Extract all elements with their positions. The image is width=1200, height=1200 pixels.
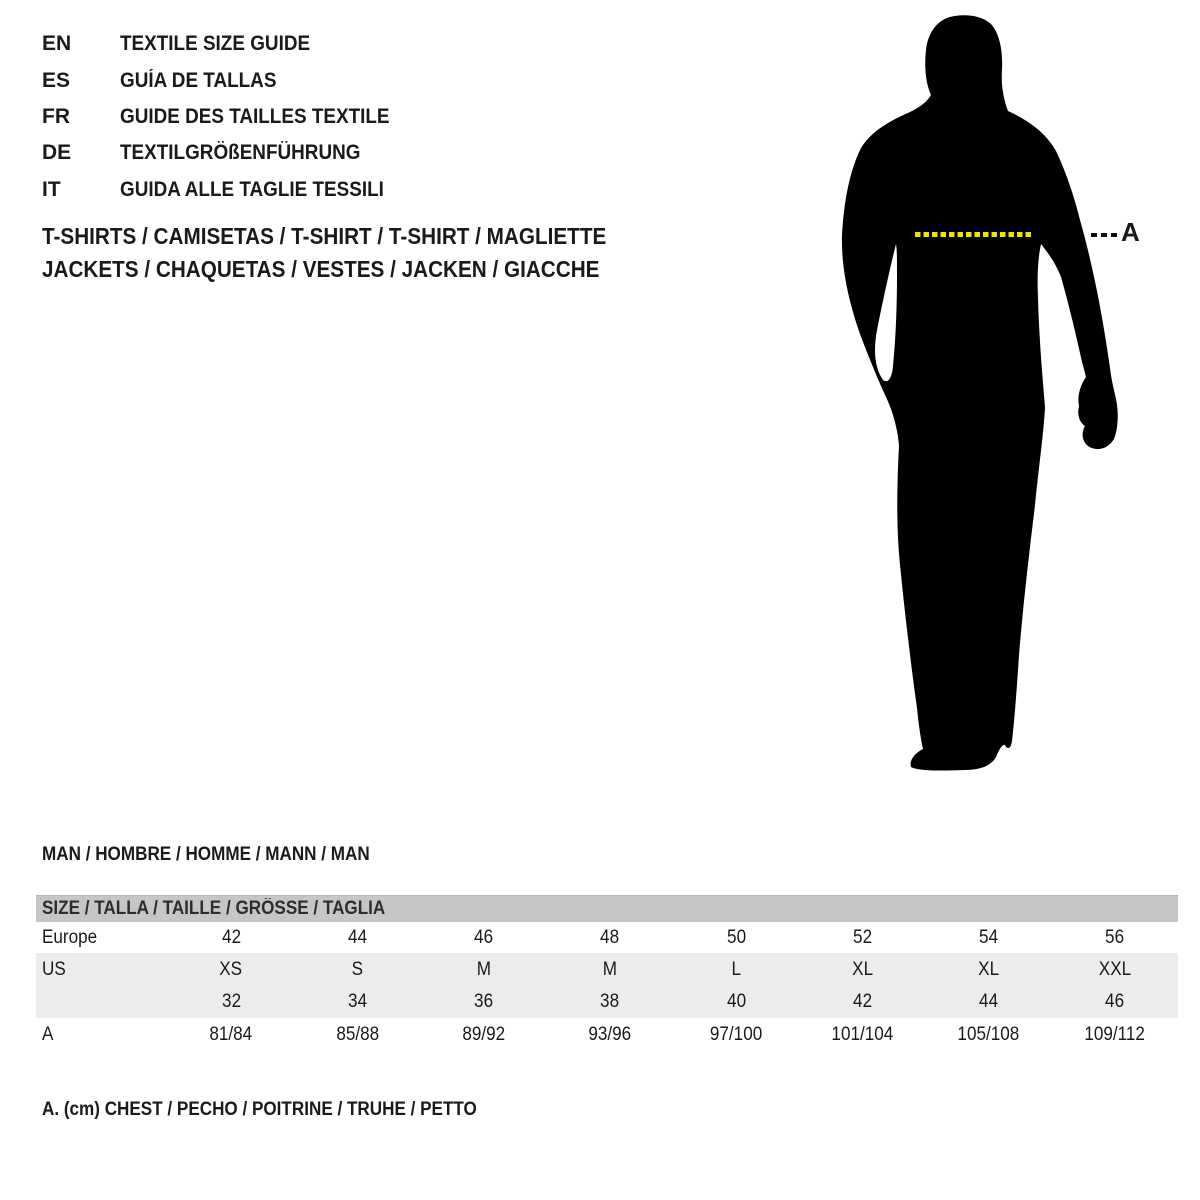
table-cell: M [602,958,617,980]
size-table-header: SIZE / TALLA / TAILLE / GRÖSSE / TAGLIA [36,895,1178,922]
table-cell: 48 [600,926,620,948]
table-cell: XS [219,958,243,980]
row-label: Europe [42,926,98,948]
lang-title: GUÍA DE TALLAS [120,68,277,92]
table-cell: S [351,958,364,980]
table-cell: 40 [726,991,746,1012]
man-silhouette-icon [820,0,1200,800]
table-cell: 46 [474,926,494,948]
table-row-chest-a [36,1018,1178,1052]
lang-code: FR [42,104,70,128]
table-row-europe [36,922,1178,953]
lang-code: DE [42,141,72,165]
measure-label-a: A [1121,217,1140,247]
table-cell: 97/100 [709,1024,763,1045]
table-cell: L [731,958,741,980]
table-cell: XL [851,958,873,980]
table-cell: 56 [1105,926,1125,948]
table-cell: XL [978,958,1000,980]
table-cell: 36 [474,991,494,1012]
lang-row-it [42,172,419,208]
lang-row-es [42,62,419,98]
lang-row-en [42,26,419,62]
lang-title: GUIDA ALLE TAGLIE TESSILI [120,177,384,201]
table-cell: 42 [852,991,872,1012]
table-cell: 89/92 [462,1024,506,1045]
measure-callout-dashes [1091,233,1118,237]
table-cell: 81/84 [209,1024,253,1045]
table-cell: 50 [726,926,746,948]
table-cell: 93/96 [588,1024,632,1045]
category-line-jackets: JACKETS / CHAQUETAS / VESTES / JACKEN / GIACCHE [42,256,600,282]
size-table [36,895,1178,1052]
garment-categories [42,220,669,286]
table-row-us [36,953,1178,986]
table-cell: 32 [221,991,241,1012]
lang-code: IT [42,177,61,201]
table-cell: 46 [1105,991,1125,1012]
table-cell: 85/88 [335,1024,379,1045]
row-label [36,991,168,1013]
chest-measure-dotted-line [915,232,1031,237]
table-cell: 101/104 [831,1024,894,1045]
lang-row-de [42,135,419,171]
table-cell: 44 [979,991,999,1012]
table-cell: M [476,958,491,980]
table-cell: 109/112 [1084,1024,1146,1045]
lang-title: TEXTILGRÖßENFÜHRUNG [120,141,361,165]
table-row-numeric [36,986,1178,1018]
row-label: A [42,1024,54,1045]
language-title-block [42,26,419,208]
table-cell: 52 [852,926,872,948]
table-cell: 38 [600,991,620,1012]
table-cell: 105/108 [957,1024,1020,1045]
lang-row-fr [42,99,419,135]
table-cell: XXL [1098,958,1132,980]
measurement-footnote: A. (cm) CHEST / PECHO / POITRINE / TRUHE / PETTO [42,1099,477,1120]
table-cell: 42 [221,926,241,948]
lang-code: EN [42,32,72,56]
lang-title: GUIDE DES TAILLES TEXTILE [120,104,390,128]
row-label: US [42,958,66,980]
category-line-tshirts: T-SHIRTS / CAMISETAS / T-SHIRT / T-SHIRT / MAGLIETTE [42,223,607,249]
table-cell: 54 [979,926,999,948]
table-cell: 44 [347,926,367,948]
lang-code: ES [42,68,71,92]
lang-title: TEXTILE SIZE GUIDE [120,32,311,56]
table-cell: 34 [347,991,367,1012]
section-title-man: MAN / HOMBRE / HOMME / MANN / MAN [42,844,370,865]
